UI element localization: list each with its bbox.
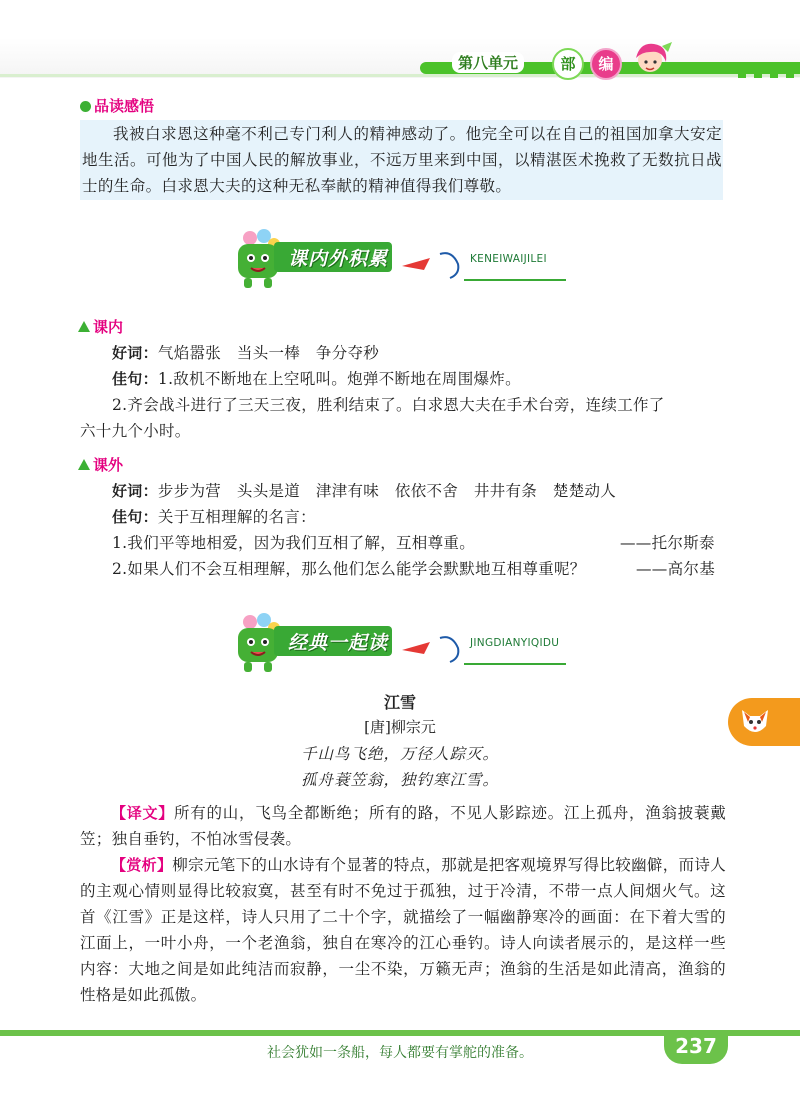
shangxi-tag: 【赏析】 [111,856,173,874]
yiwen-paragraph [80,800,726,852]
checker-pattern [730,62,800,78]
edition-badge-bian: 编 [590,48,622,80]
jiaju-label: 佳句： [112,508,158,526]
pindu-paragraph: 我被白求恩这种毫不利己专门利人的精神感动了。他完全可以在自己的祖国加拿大安定地生活。可他为了中国人民的解放事业，不远万里来到中国，以精湛医术挽救了无数抗日战士的生命。白求恩大夫的这种无私奉献的精神值得我们尊敬。 [82,125,722,195]
yiwen-text: 所有的山，飞鸟全都断绝；所有的路，不见人影踪迹。江上孤舟，渔翁披蓑戴笠；独自垂钓，不怕冰雪侵袭。 [80,804,727,848]
kewai-heading [78,454,123,475]
fox-face-icon [738,704,772,738]
kenei-heading [78,316,123,337]
kenei-jiaju-line-2-cont: 六十九个小时。 [80,422,191,440]
jiaju-label: 佳句： [112,370,158,388]
kenei-heading-text: 课内 [93,318,124,336]
kenei-haoci: 气焰嚣张 当头一棒 争分夺秒 [157,344,380,362]
yiwen-tag: 【译文】 [111,804,174,822]
banner-kenei-waiji [232,228,572,290]
banner-title: 课内外积累 [288,248,389,270]
kenei-jiaju-line-2: 2.齐会战斗进行了三天三夜，胜利结束了。白求恩大夫在手术台旁，连续工作了 [112,396,665,414]
unit-title: 第八单元 [452,52,524,73]
kewai-haoci: 步步为营 头头是道 津津有味 依依不舍 井井有条 楚楚动人 [157,482,617,500]
shangxi-text: 柳宗元笔下的山水诗有个显著的特点，那就是把客观境界写得比较幽僻，而诗人的主观心情则显得比较寂寞，甚至有时不免过于孤独，过于冷清，不带一点人间烟火气。这首《江雪》正是这样，诗人只用了二十个字，就描绘了一幅幽静寒冷的画面：在下着大雪的江面上，一叶小舟，一个老渔翁，独自在寒冷的江心垂钓。诗人向读者展示的，是这样一些内容：大地之间是如此纯洁而寂静，一尘不染，万籁无声；渔翁的生活是如此清高，渔翁的性格是如此孤傲。 [80,856,726,1004]
green-triangle-icon [78,321,90,332]
kewai-quote-1: 1.我们平等地相爱，因为我们互相了解，互相尊重。 [112,534,475,552]
kewai-quote-2: 2.如果人们不会互相理解，那么他们怎么能学会默默地互相尊重呢？ [112,560,586,578]
poem-line-1: 千山鸟飞绝，万径人踪灭。 [300,745,499,763]
kewai-jiaju-intro: 关于互相理解的名言： [157,508,316,526]
kewai-haoci-line [112,478,616,504]
banner-title: 经典一起读 [288,632,389,654]
green-dot-icon [80,101,91,112]
header-stripe [0,74,800,77]
page-number: 237 [675,1034,717,1058]
banner-subtitle: JINGDIANYIQIDU [470,637,560,649]
cartoon-girl-icon [628,40,674,80]
haoci-label: 好词： [112,482,158,500]
kenei-jiaju-line-1 [112,366,521,392]
green-triangle-icon [78,459,90,470]
shangxi-paragraph [80,852,726,1034]
kewai-quote-2-author: ——高尔基 [636,560,716,578]
kewai-heading-text: 课外 [93,456,124,474]
pindu-heading [80,95,154,116]
pindu-heading-text: 品读感悟 [94,97,155,115]
kenei-jiaju-1: 1.敌机不断地在上空吼叫。炮弹不断地在周围爆炸。 [157,370,521,388]
haoci-label: 好词： [112,344,158,362]
footer-quote: 社会犹如一条船，每人都要有掌舵的准备。 [267,1045,533,1061]
kewai-quote-1-author: ——托尔斯泰 [620,534,715,552]
edition-badge-bu: 部 [552,48,584,80]
banner-subtitle: KENEIWAIJILEI [470,253,547,265]
kewai-jiaju-line [112,504,316,530]
poem-author: [唐]柳宗元 [364,718,436,736]
poem-line-2: 孤舟蓑笠翁，独钓寒江雪。 [300,771,499,789]
poem-title: 江雪 [383,693,416,712]
kenei-haoci-line [112,340,379,366]
banner-jingdian [232,612,572,674]
